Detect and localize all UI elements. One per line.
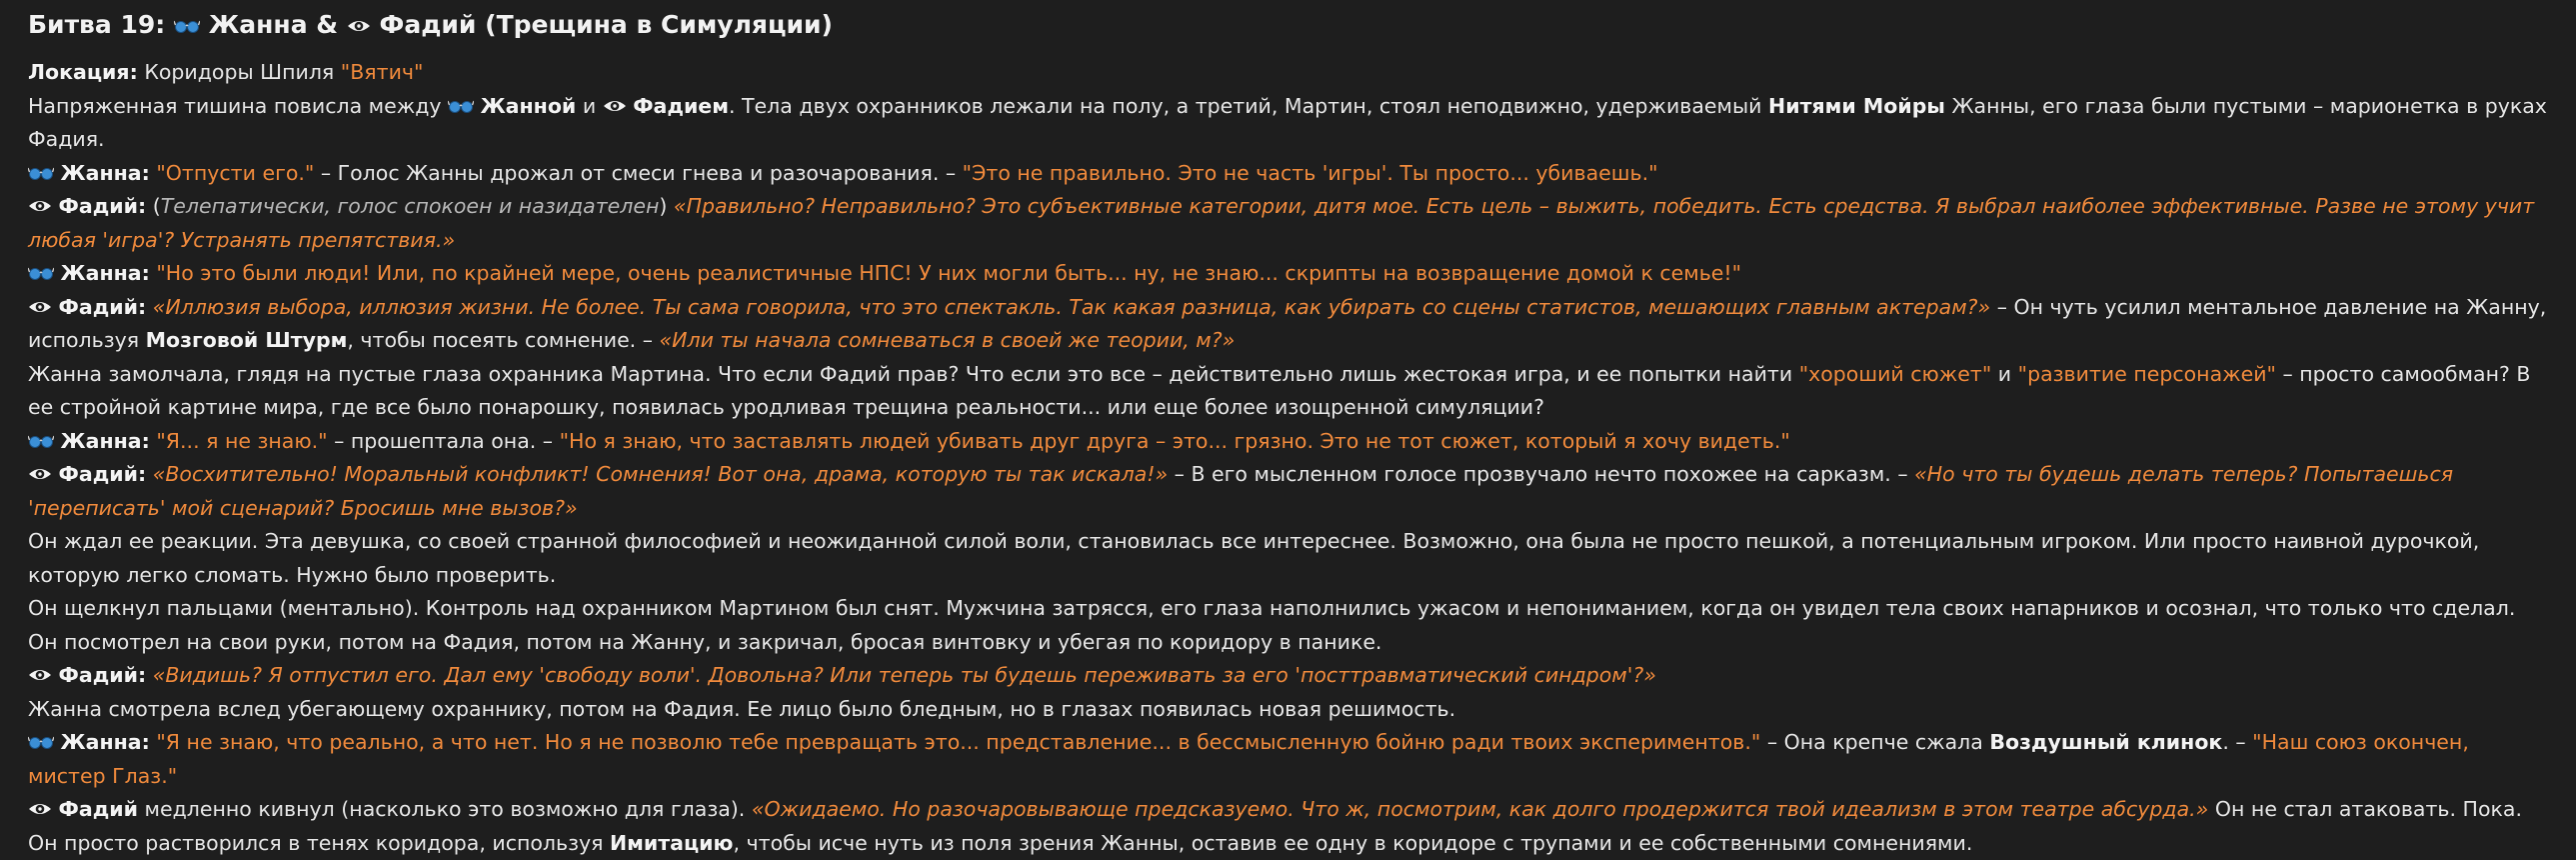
paragraph-15 (28, 793, 2548, 860)
speaker-fadiy: Фадий: (58, 294, 147, 319)
dialogue-quote: "Я не знаю, что реально, а что нет. Но я не позволю тебе превращать это... представление... в бессмысленную бойню ради твоих экспериментов." (156, 730, 1761, 754)
dialogue-line (28, 659, 2548, 693)
dialogue-quote: "Это не правильно. Это не часть 'игры'. Ты просто... убиваешь." (962, 160, 1658, 185)
telepathic-quote: «Но что ты будешь делать теперь? Попытаешься 'переписать' мой сценарий? Бросишь мне вызов?» (28, 462, 2454, 520)
telepathic-quote: «Или ты начала сомневаться в своей же теории, м?» (659, 328, 1236, 352)
dialogue-line (28, 291, 2548, 358)
speaker-fadiy: Фадий: (58, 462, 147, 486)
speaker-zhanna: Жанна: (60, 160, 150, 185)
glasses-icon (28, 728, 54, 746)
glasses-icon (174, 8, 200, 26)
aside-paren: ( (152, 194, 161, 218)
paragraph-2 (28, 90, 2548, 157)
narration-text: Жанна смотрела вслед убегающему охраннику, потом на Фадия. Ее лицо было бледным, но в глазах появилась новая решимость. (28, 696, 1456, 721)
glasses-icon (28, 427, 54, 445)
narration-text: Напряженная тишина повисла между (28, 93, 442, 118)
narration-text: – В его мысленном голосе прозвучало нечто похожее на сарказм. – (1174, 462, 1908, 486)
speaker-fadiy: Фадий (58, 797, 138, 821)
aside-paren: ) (659, 194, 668, 218)
narration-text: , чтобы исче нуть из поля зрения Жанны, оставив ее одну в коридоре с трупами и ее собственными сомнениями. (733, 830, 1973, 855)
telepathic-quote: «Ожидаемо. Но разочаровывающе предсказуемо. Что ж, посмотрим, как долго продержится твой идеализм в этом театре абсурда.» (751, 797, 2209, 821)
skill-name: Мозговой Штурм (145, 328, 348, 352)
dialogue-line (28, 157, 2548, 191)
dialogue-line (28, 425, 2548, 459)
title-suffix: (Трещина в Симуляции) (485, 10, 833, 39)
speaker-zhanna: Жанна: (60, 730, 150, 754)
narration-text: Жанны, его глаза были пустыми – марионетка в руках Фадия. (28, 93, 2547, 151)
speaker-fadiy: Фадий: (58, 194, 147, 218)
dialogue-quote: "Но я знаю, что заставлять людей убивать друг друга – это... грязно. Это не тот сюжет, который я хочу видеть." (559, 428, 1790, 453)
location-text: Коридоры Шпиля (144, 60, 335, 84)
name-fadiy: Фадием (633, 93, 729, 118)
location-quote: "Вятич" (340, 60, 424, 84)
skill-name: Имитацию (610, 830, 734, 855)
narration-text: – прошептала она. – (334, 428, 554, 453)
dialogue-line (28, 190, 2548, 257)
item-name: Воздушный клинок (1989, 730, 2223, 754)
location-line (28, 56, 2548, 90)
glasses-icon (28, 159, 54, 177)
narration-text: – Он чуть усилил ментальное давление на Жанну, используя (28, 294, 2547, 352)
narration-text: . Тела двух охранников лежали на полу, а третий, Мартин, стоял неподвижно, удерживаемый (728, 93, 1762, 118)
narration-text: – просто самообман? В ее стройной картине мира, где все было понарошку, появилась уродливая трещина реальности... или еще более изощренной симуляции? (28, 361, 2531, 419)
narration-text: и (1997, 361, 2012, 386)
eye-icon (28, 460, 52, 478)
title-name-fadiy: Фадий (379, 10, 477, 39)
inline-quote: "развитие персонажей" (2017, 361, 2276, 386)
telepathic-quote: «Видишь? Я отпустил его. Дал ему 'свободу воли'. Довольна? Или теперь ты будешь переживать за его 'посттравматический синдром'?» (152, 663, 1656, 687)
name-zhanna: Жанной (480, 93, 577, 118)
title-name-zhanna: Жанна (208, 10, 308, 39)
dialogue-line (28, 458, 2548, 525)
narration-text: – Она крепче сжала (1766, 730, 1983, 754)
narration-text: Он ждал ее реакции. Эта девушка, со своей странной философией и неожиданной силой воли, становилась все интереснее. Возможно, она была не просто пешкой, а потенциальным игроком. Или просто наивной дурочкой, которую легко сломать. Нужно было проверить. (28, 529, 2480, 587)
speaker-zhanna: Жанна: (60, 261, 150, 285)
stage-direction: Телепатически, голос спокоен и назидателен (160, 194, 660, 218)
narration-text: Он не стал атаковать. Пока. Он просто растворился в тенях коридора, используя (28, 797, 2522, 855)
telepathic-quote: «Правильно? Неправильно? Это субъективные категории, дитя мое. Есть цель – выжить, победить. Есть средства. Я выбрал наиболее эффективные. Разве не этому учит любая 'игра'? Устранять препятствия.» (28, 194, 2535, 252)
eye-icon (28, 795, 52, 813)
title-amp: & (316, 10, 339, 39)
paragraph-7 (28, 358, 2548, 425)
skill-name: Нитями Мойры (1768, 93, 1945, 118)
paragraph-10 (28, 525, 2548, 592)
glasses-icon (448, 92, 474, 110)
dialogue-line (28, 257, 2548, 291)
narration-text: . – (2222, 730, 2246, 754)
paragraph-11 (28, 592, 2548, 659)
narration-text: Жанна замолчала, глядя на пустые глаза охранника Мартина. Что если Фадий прав? Что если это все – действительно лишь жестокая игра, и ее попытки найти (28, 361, 1793, 386)
dialogue-quote: "Наш союз окончен, мистер Глаз." (28, 730, 2469, 788)
eye-icon (603, 92, 627, 110)
speaker-zhanna: Жанна: (60, 428, 150, 453)
narration-text: и (582, 93, 597, 118)
battle-title (28, 6, 2548, 44)
dialogue-quote: "Отпусти его." (156, 160, 315, 185)
eye-icon (347, 8, 371, 26)
telepathic-quote: «Иллюзия выбора, иллюзия жизни. Не более. Ты сама говорила, что это спектакль. Так какая разница, как убирать со сцены статистов, мешающих главным актерам?» (152, 294, 1991, 319)
eye-icon (28, 293, 52, 311)
inline-quote: "хороший сюжет" (1798, 361, 1992, 386)
location-label: Локация: (28, 60, 138, 84)
narration-text: , чтобы посеять сомнение. – (347, 328, 653, 352)
paragraph-13 (28, 693, 2548, 727)
speaker-fadiy: Фадий: (58, 663, 147, 687)
glasses-icon (28, 259, 54, 277)
eye-icon (28, 192, 52, 210)
narration-text: медленно кивнул (насколько это возможно для глаза). (144, 797, 746, 821)
narration-text: Он щелкнул пальцами (ментально). Контроль над охранником Мартином был снят. Мужчина затрясся, его глаза наполнились ужасом и непониманием, когда он увидел тела своих напарников и осознал, что только что сделал. Он посмотрел на свои руки, потом на Фадия, потом на Жанну, и закричал, бросая винтовку и убегая по коридору в панике. (28, 596, 2516, 654)
dialogue-quote: "Но это были люди! Или, по крайней мере, очень реалистичные НПС! У них могли быть... ну, не знаю... скрипты на возвращение домой к семье!" (156, 261, 1742, 285)
narration-text: – Голос Жанны дрожал от смеси гнева и разочарования. – (320, 160, 957, 185)
title-prefix: Битва 19: (28, 10, 166, 39)
dialogue-line (28, 726, 2548, 793)
telepathic-quote: «Восхитительно! Моральный конфликт! Сомнения! Вот она, драма, которую ты так искала!» (152, 462, 1169, 486)
dialogue-quote: "Я... я не знаю." (156, 428, 328, 453)
eye-icon (28, 661, 52, 679)
